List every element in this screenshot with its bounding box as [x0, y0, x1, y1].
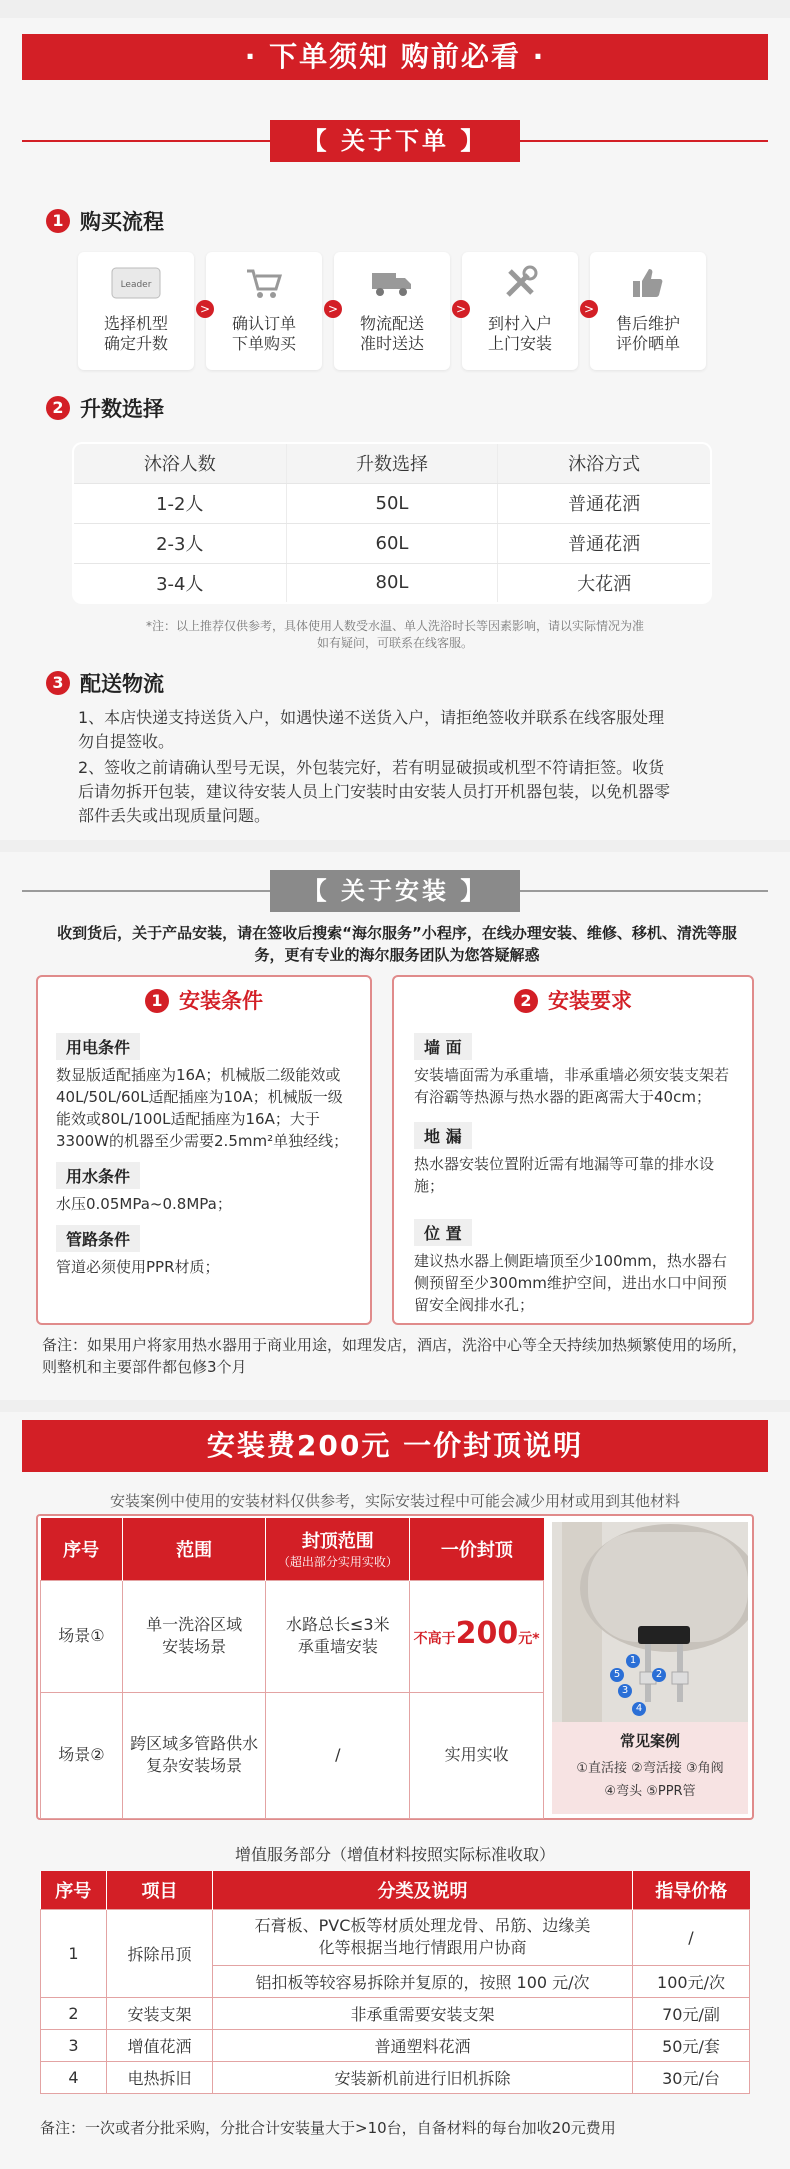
scene-price — [410, 1580, 544, 1692]
capacity-note — [100, 618, 690, 652]
column-header: 沐浴人数 — [73, 443, 286, 483]
chevron-right-icon: > — [452, 300, 470, 318]
fee-subtitle: 安装案例中使用的安装材料仅供参考，实际安装过程中可能会减少用材或用到其他材料 — [109, 1492, 680, 1510]
section-number: 1 — [145, 989, 169, 1013]
table-cell: 大花洒 — [577, 573, 632, 595]
note-line: 如有疑问，可联系在线客服。 — [316, 636, 473, 650]
table-header-row — [41, 1518, 544, 1580]
scope-line: 安装场景 — [162, 1637, 227, 1656]
water-heater-illustration — [552, 1522, 748, 1722]
column-header-main: 封顶范围 — [301, 1531, 374, 1553]
power-label: 用电条件 — [56, 1033, 140, 1060]
water-text: 水压0.05MPa~0.8MPa； — [56, 1195, 232, 1213]
step-label-2: 评价晒单 — [615, 334, 680, 353]
wall-label: 墙 面 — [414, 1033, 472, 1060]
section-number: 2 — [514, 989, 538, 1013]
case-title: 常见案例 — [619, 1732, 680, 1750]
fee-title: 安装费200元 一价封顶说明 — [22, 1420, 768, 1472]
photo-marker: 3 — [618, 1684, 632, 1698]
case-line: ④弯头 ⑤PPR管 — [604, 1784, 696, 1799]
step-label-1: 物流配送 — [359, 314, 424, 333]
row-desc: 安装新机前进行旧机拆除 — [213, 2061, 633, 2093]
section-title: 升数选择 — [80, 397, 164, 421]
column-header: 升数选择 — [286, 443, 498, 483]
table-header-row — [41, 1871, 750, 1909]
row-price: / — [633, 1909, 750, 1965]
install-conditions-panel — [36, 975, 372, 1325]
purchase-steps — [78, 252, 706, 370]
scope-line: 跨区域多管路供水 — [130, 1734, 259, 1753]
scene-scope — [122, 1580, 266, 1692]
chevron-right-icon: > — [580, 300, 598, 318]
table-cell: 3-4人 — [73, 563, 286, 603]
column-header: 范围 — [122, 1518, 266, 1580]
step-label-2: 准时送达 — [359, 334, 424, 353]
case-line: ①直活接 ②弯活接 ③角阀 — [576, 1761, 724, 1776]
install-intro: 收到货后，关于产品安装，请在签收后搜索“海尔服务”小程序，在线办理安装、维修、移机、清洗等服务，更有专业的海尔服务团队为您答疑解惑 — [57, 924, 737, 964]
row-desc: 非承重需要安装支架 — [213, 1997, 633, 2029]
table-row — [41, 2029, 750, 2061]
row-price: 50元/套 — [633, 2029, 750, 2061]
table-cell: 80L — [286, 563, 498, 603]
cap-line: / — [335, 1745, 341, 1764]
table-cell: 50L — [286, 483, 498, 523]
value-added-table — [40, 1871, 750, 2094]
scope-line: 复杂安装场景 — [146, 1756, 243, 1775]
section-number: 2 — [46, 396, 70, 420]
table-cell: 1-2人 — [73, 483, 286, 523]
pipe-text: 管道必须使用PPR材质； — [56, 1258, 220, 1276]
delivery-text-2: 2、签收之前请确认型号无误，外包装完好，若有明显破损或机型不符请拒签。收货后请勿拆开包装，建议待安装人员上门安装时由安装人员打开机器包装，以免机器零部件丢失或出现质量问题。 — [78, 758, 671, 825]
thumbs-up-icon — [590, 252, 706, 314]
scene-id: 场景① — [41, 1580, 123, 1692]
photo-marker: 5 — [610, 1668, 624, 1682]
table-row — [41, 1692, 544, 1818]
step-after-sales — [590, 252, 706, 370]
column-header: 序号 — [41, 1518, 123, 1580]
heater-photo — [552, 1522, 748, 1814]
truck-icon — [334, 252, 450, 314]
column-header — [266, 1518, 410, 1580]
section-number: 3 — [46, 671, 70, 695]
order-ribbon: 【 关于下单 】 — [270, 120, 520, 162]
step-label-2: 确定升数 — [103, 334, 168, 353]
step-confirm-order — [206, 252, 339, 370]
section-number: 1 — [46, 209, 70, 233]
install-ribbon: 【 关于安装 】 — [270, 870, 520, 912]
column-header: 沐浴方式 — [498, 443, 711, 483]
table-row — [73, 483, 711, 523]
pipe-label: 管路条件 — [56, 1225, 140, 1252]
requirements-body — [414, 1033, 736, 1316]
row-desc: 铝扣板等较容易拆除并复原的，按照 100 元/次 — [213, 1965, 633, 1997]
table-header-row — [73, 443, 711, 483]
row-number: 1 — [41, 1909, 107, 1997]
scene-id: 场景② — [41, 1692, 123, 1818]
row-item: 安装支架 — [107, 1997, 213, 2029]
step-label-1: 确认订单 — [231, 314, 296, 333]
case-legend — [552, 1722, 748, 1814]
row-item: 增值花洒 — [107, 2029, 213, 2061]
table-row — [41, 1997, 750, 2029]
table-row — [41, 2061, 750, 2093]
step-label-2: 上门安装 — [487, 334, 552, 353]
position-text: 建议热水器上侧距墙顶至少100mm，热水器右侧预留至少300mm维护空间，进出水口中间预留安全阀排水孔； — [414, 1252, 727, 1314]
scope-line: 单一洗浴区域 — [146, 1615, 243, 1634]
table-cell: 普通花洒 — [498, 483, 711, 523]
row-number: 2 — [41, 1997, 107, 2029]
scene-scope — [122, 1692, 266, 1818]
row-desc: 普通塑料花洒 — [213, 2029, 633, 2061]
row-item: 拆除吊顶 — [107, 1909, 213, 1997]
step-select-model — [78, 252, 211, 370]
row-price: 70元/副 — [633, 1997, 750, 2029]
cap-line: 水路总长≤3米 — [286, 1615, 390, 1634]
position-label: 位 置 — [414, 1219, 472, 1246]
column-header: 指导价格 — [633, 1871, 750, 1909]
leader-logo-icon — [78, 252, 194, 314]
row-item: 电热拆旧 — [107, 2061, 213, 2093]
install-remark: 备注：如果用户将家用热水器用于商业用途，如理发店，酒店，洗浴中心等全天持续加热频繁使用的场所，则整机和主要部件都包修3个月 — [42, 1336, 748, 1376]
step-label-1: 选择机型 — [103, 314, 168, 333]
panel-title — [99, 981, 309, 1021]
row-desc: 石膏板、PVC板等材质处理龙骨、吊筋、边缘美化等根据当地行情跟用户协商 — [213, 1909, 633, 1965]
panel-title — [468, 981, 678, 1021]
water-label: 用水条件 — [56, 1162, 140, 1189]
drain-text: 热水器安装位置附近需有地漏等可靠的排水设施； — [414, 1155, 715, 1195]
row-price: 100元/次 — [633, 1965, 750, 1997]
power-text: 数显版适配插座为16A；机械版二级能效或40L/50L/60L适配插座为10A；机械版一级能效或80L/100L适配插座为16A；大于3300W的机器至少需要2.5mm²单独经线； — [56, 1066, 349, 1150]
scene-price: 实用实收 — [410, 1692, 544, 1818]
column-header: 项目 — [107, 1871, 213, 1909]
cap-line: 承重墙安装 — [297, 1637, 378, 1656]
table-cell: 2-3人 — [73, 523, 286, 563]
page-title: · 下单须知 购前必看 · — [22, 34, 768, 80]
step-installation — [462, 252, 595, 370]
step-label-2: 下单购买 — [231, 334, 296, 353]
photo-marker: 4 — [632, 1702, 646, 1716]
table-row — [41, 1909, 750, 1965]
cart-icon — [206, 252, 322, 314]
fee-table — [40, 1518, 544, 1819]
step-label-1: 到村入户 — [487, 314, 552, 333]
tools-icon — [462, 252, 578, 314]
column-header: 一价封顶 — [410, 1518, 544, 1580]
chevron-right-icon: > — [196, 300, 214, 318]
photo-marker: 2 — [652, 1668, 666, 1682]
price-prefix: 不高于 — [413, 1630, 456, 1647]
capacity-table — [72, 442, 712, 604]
column-header: 分类及说明 — [213, 1871, 633, 1909]
table-row — [41, 1580, 544, 1692]
section-title: 配送物流 — [80, 672, 164, 696]
section-purchase-flow — [46, 206, 164, 236]
scene-cap — [266, 1580, 410, 1692]
step-delivery — [334, 252, 467, 370]
table-row — [73, 563, 711, 603]
step-label-1: 售后维护 — [615, 314, 680, 333]
price-suffix: 元* — [518, 1630, 540, 1647]
table-row — [73, 523, 711, 563]
section-title: 购买流程 — [80, 210, 164, 234]
install-requirements-panel — [392, 975, 754, 1325]
value-added-title: 增值服务部分（增值材料按照实际标准收取） — [234, 1845, 555, 1864]
chevron-right-icon: > — [324, 300, 342, 318]
delivery-text-1: 1、本店快递支持送货入户，如遇快递不送货入户，请拒绝签收并联系在线客服处理勿自提签收。 — [78, 708, 665, 751]
panel-title-text: 安装要求 — [548, 989, 632, 1013]
value-added-remark: 备注：一次或者分批采购，分批合计安装量大于>10台，自备材料的每台加收20元费用 — [40, 2119, 616, 2137]
note-line: *注：以上推荐仅供参考，具体使用人数受水温、单人洗浴时长等因素影响，请以实际情况为准 — [145, 619, 644, 633]
conditions-body — [56, 1033, 356, 1278]
panel-title-text: 安装条件 — [179, 989, 263, 1013]
row-number: 3 — [41, 2029, 107, 2061]
scene-cap — [266, 1692, 410, 1818]
section-capacity — [46, 393, 164, 423]
wall-text: 安装墙面需为承重墙，非承重墙必须安装支架若有浴霸等热源与热水器的距离需大于40cm； — [414, 1066, 730, 1106]
row-price: 30元/台 — [633, 2061, 750, 2093]
column-header: 序号 — [41, 1871, 107, 1909]
column-header-sub: （超出部分实用实收） — [277, 1555, 398, 1570]
section-delivery — [46, 668, 164, 698]
table-cell: 60L — [286, 523, 498, 563]
table-cell: 普通花洒 — [498, 523, 711, 563]
row-number: 4 — [41, 2061, 107, 2093]
svg-text:Leader: Leader — [120, 280, 152, 290]
drain-label: 地 漏 — [414, 1122, 472, 1149]
price-value: 200 — [455, 1615, 519, 1651]
photo-marker: 1 — [626, 1654, 640, 1668]
